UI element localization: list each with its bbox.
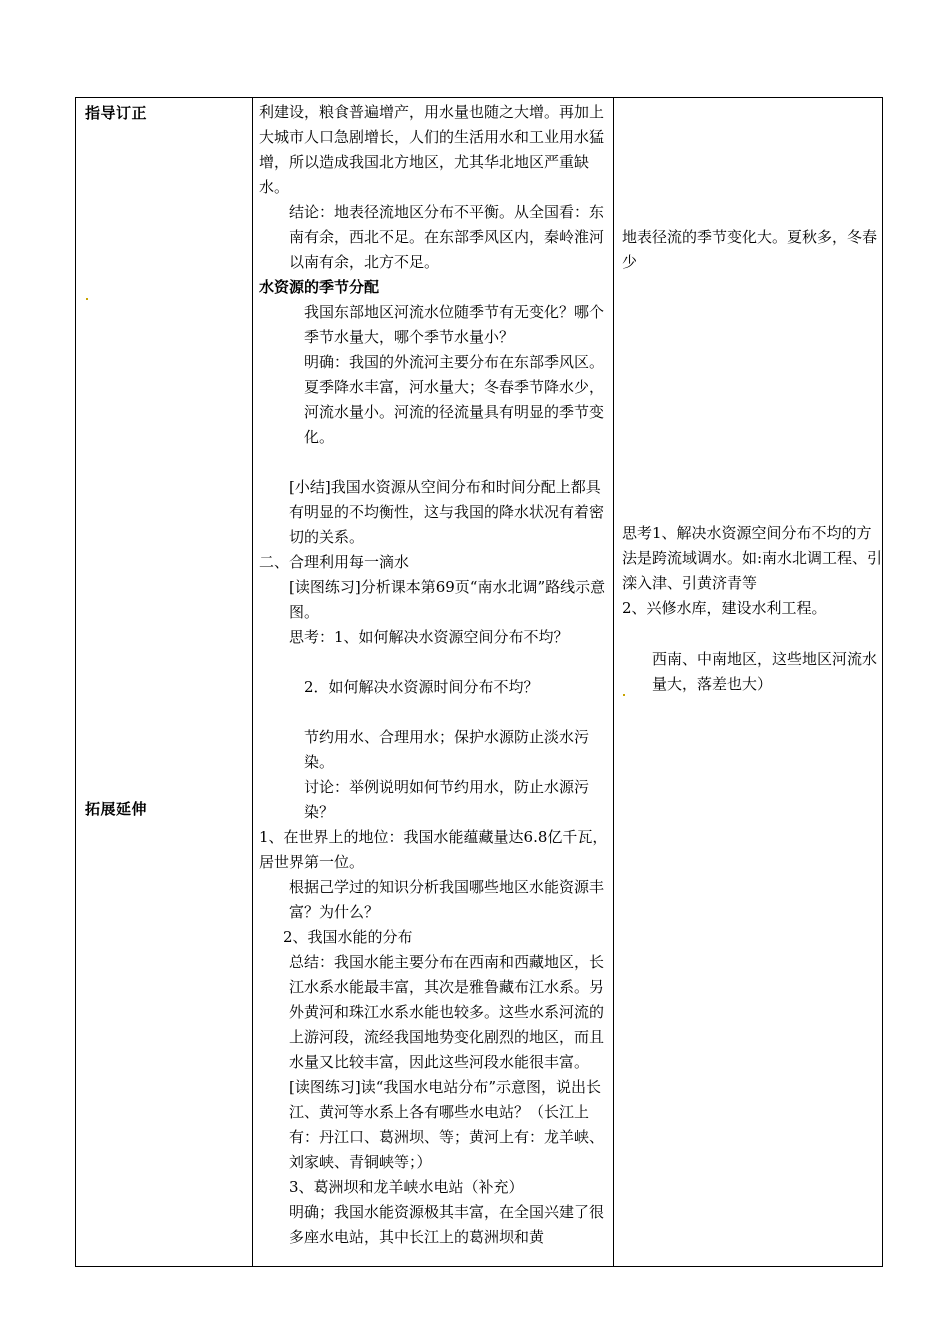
content-text bbox=[259, 100, 609, 1250]
lesson-table bbox=[75, 97, 883, 1267]
label-column bbox=[76, 98, 252, 1266]
paragraph-question-seasonal: 我国东部地区河流水位随季节有无变化？哪个季节水量大，哪个季节水量小？ bbox=[304, 303, 605, 346]
paragraph-map-exercise-2: [读图练习]读“我国水电站分布”示意图，说出长江、黄河等水系上各有哪些水电站？（长江上有：丹江口、葛洲坝、等；黄河上有：龙羊峡、刘家峡、青铜峡等；） bbox=[289, 1078, 605, 1171]
marker-dot bbox=[623, 694, 625, 696]
paragraph-world-position: 1、在世界上的地位：我国水能蕴藏量达6.8亿千瓦，居世界第一位。 bbox=[259, 828, 608, 871]
content-column bbox=[253, 98, 613, 1266]
paragraph-summary: [小结]我国水资源从空间分布和时间分配上都具有明显的不均衡性，这与我国的降水状况有着密切的关系。 bbox=[289, 478, 605, 546]
note-seasonal-text: 地表径流的季节变化大。夏秋多，冬春少 bbox=[622, 228, 878, 271]
paragraph-think: 思考：1、如何解决水资源空间分布不均？ bbox=[289, 628, 569, 646]
paragraph-north-shortage: 利建设，粮食普遍增产，用水量也随之大增。再加上大城市人口急剧增长，人们的生活用水和工业用水猛增，所以造成我国北方地区，尤其华北地区严重缺水。 bbox=[259, 103, 605, 196]
label-guide: 指导订正 bbox=[85, 104, 148, 122]
note-regions-text: 西南、中南地区，这些地区河流水量大，落差也大） bbox=[652, 650, 878, 693]
paragraph-dams-heading: 3、葛洲坝和龙羊峡水电站（补充） bbox=[289, 1178, 524, 1196]
paragraph-save-water: 节约用水、合理用水；保护水源防止淡水污染。 bbox=[304, 728, 590, 771]
paragraph-conclusion: 结论：地表径流地区分布不平衡。从全国看：东南有余，西北不足。在东部季风区内，秦岭淮河以南有余，北方不足。 bbox=[289, 203, 605, 271]
paragraph-hydro-summary: 总结：我国水能主要分布在西南和西藏地区，长江水系水能最丰富，其次是雅鲁藏布江水系。另外黄河和珠江水系水能也较多。这些水系河流的上游河段，流经我国地势变化剧烈的地区，而且水量又比较丰富，因此这些河段水能很丰富。 bbox=[289, 953, 605, 1071]
paragraph-clarify-seasonal: 明确：我国的外流河主要分布在东部季风区。夏季降水丰富，河水量大；冬春季节降水少，河流水量小。河流的径流量具有明显的季节变化。 bbox=[304, 353, 605, 446]
paragraph-distribution-heading: 2、我国水能的分布 bbox=[283, 928, 413, 946]
note-regions bbox=[622, 647, 884, 697]
note-solution-2: 2、兴修水库，建设水利工程。 bbox=[622, 599, 827, 617]
note-seasonal bbox=[622, 225, 884, 275]
paragraph-think-2: 2．如何解决水资源时间分布不均？ bbox=[304, 678, 539, 696]
section-heading-use-water: 二、合理利用每一滴水 bbox=[259, 553, 410, 571]
paragraph-analyze: 根据己学过的知识分析我国哪些地区水能资源丰富？为什么？ bbox=[289, 878, 605, 921]
note-solution-1: 思考1、解决水资源空间分布不均的方法是跨流域调水。如:南水北调工程、引滦入津、引黄济青等 bbox=[622, 524, 883, 592]
paragraph-clarify-hydro: 明确；我国水能资源极其丰富，在全国兴建了很多座水电站，其中长江上的葛洲坝和黄 bbox=[289, 1203, 605, 1246]
notes-column bbox=[614, 98, 882, 1266]
note-solutions bbox=[622, 521, 884, 621]
paragraph-discuss: 讨论：举例说明如何节约用水，防止水源污染？ bbox=[304, 778, 590, 821]
label-extend: 拓展延伸 bbox=[85, 800, 148, 818]
paragraph-map-exercise-1: [读图练习]分析课本第69页“南水北调”路线示意图。 bbox=[289, 578, 606, 621]
section-heading-seasonal: 水资源的季节分配 bbox=[259, 278, 380, 296]
marker-dot bbox=[86, 298, 88, 300]
